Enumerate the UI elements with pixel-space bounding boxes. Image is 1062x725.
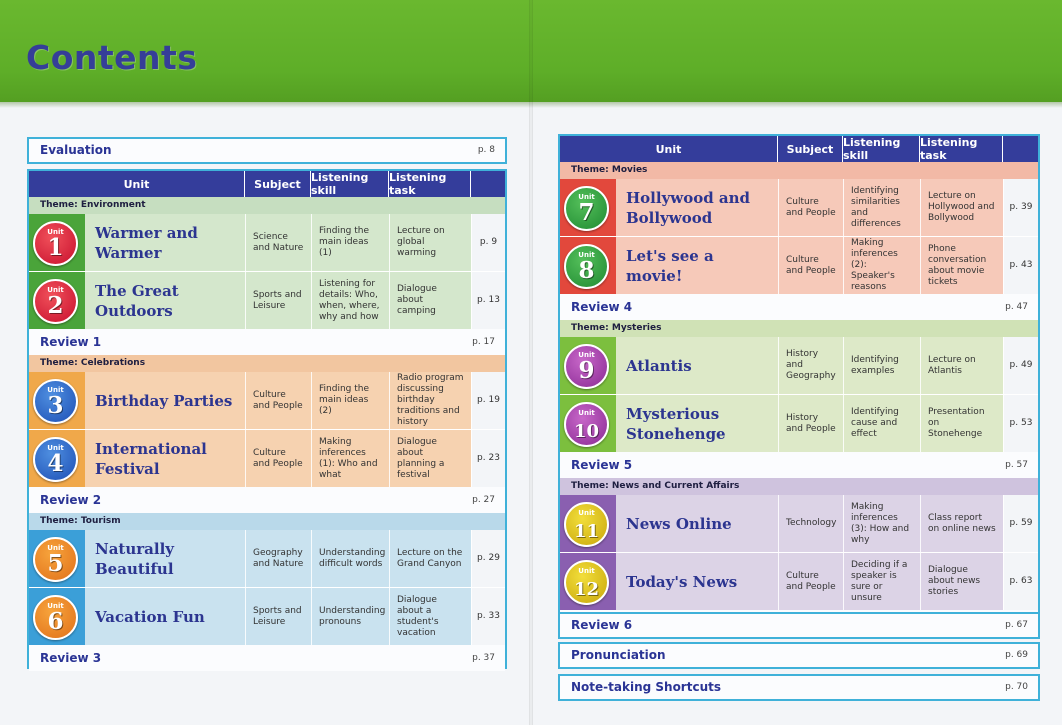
- unit-task: Phone conversation about movie tickets: [920, 237, 1003, 294]
- header-subject: Subject: [245, 171, 311, 197]
- unit-skill: Identifying examples: [843, 337, 920, 394]
- contents-table-right: [558, 134, 1040, 618]
- unit-task: Radio program discussing birthday traditions and history: [389, 372, 471, 429]
- unit-subject: Culture and People: [245, 430, 311, 487]
- unit-row-11[interactable]: [560, 495, 1038, 552]
- unit-badge-5: Unit 5: [33, 537, 78, 582]
- unit-subject: History and Geography: [778, 337, 843, 394]
- unit-title: Warmer and Warmer: [95, 223, 198, 262]
- theme-news: Theme: News and Current Affairs: [560, 478, 1038, 495]
- unit-title: The Great Outdoors: [95, 281, 179, 320]
- review-label: Review 4: [571, 300, 633, 314]
- pronunciation-page: p. 69: [1005, 650, 1028, 660]
- unit-page: p. 19: [471, 372, 505, 429]
- unit-task: Lecture on Atlantis: [920, 337, 1003, 394]
- book-spine: [529, 0, 533, 725]
- table-header: [29, 171, 505, 197]
- pronunciation-label: Pronunciation: [571, 648, 666, 662]
- right-page: [531, 0, 1062, 725]
- review-1-row[interactable]: [29, 329, 505, 355]
- unit-row-12[interactable]: [560, 553, 1038, 610]
- unit-subject: Culture and People: [778, 553, 843, 610]
- review-page: p. 47: [1005, 302, 1028, 312]
- unit-page: p. 23: [471, 430, 505, 487]
- header-listening-task: Listening task: [389, 171, 471, 197]
- unit-page: p. 9: [471, 214, 505, 271]
- review-label: Review 6: [571, 618, 633, 632]
- theme-tourism: Theme: Tourism: [29, 513, 505, 530]
- review-label: Review 2: [40, 493, 102, 507]
- unit-row-4[interactable]: [29, 430, 505, 487]
- unit-page: p. 43: [1003, 237, 1038, 294]
- header-listening-skill: Listening skill: [843, 136, 920, 162]
- unit-task: Lecture on the Grand Canyon: [389, 530, 471, 587]
- unit-skill: Understanding pronouns: [311, 588, 389, 645]
- unit-subject: Sports and Leisure: [245, 272, 311, 329]
- unit-subject: Technology: [778, 495, 843, 552]
- unit-skill: Making inferences (2): Speaker's reasons: [843, 237, 920, 294]
- pronunciation-row[interactable]: [558, 642, 1040, 669]
- unit-title: International Festival: [95, 439, 207, 478]
- unit-title: Hollywood and Bollywood: [626, 188, 751, 227]
- unit-title: Today's News: [626, 572, 738, 591]
- unit-task: Class report on online news: [920, 495, 1003, 552]
- review-page: p. 37: [472, 653, 495, 663]
- unit-skill: Finding the main ideas (1): [311, 214, 389, 271]
- unit-badge-10: Unit 10: [564, 402, 609, 447]
- unit-task: Dialogue about planning a festival: [389, 430, 471, 487]
- unit-row-9[interactable]: [560, 337, 1038, 394]
- theme-celebrations: Theme: Celebrations: [29, 355, 505, 372]
- unit-title: Naturally Beautiful: [95, 539, 174, 578]
- unit-badge-2: Unit 2: [33, 279, 78, 324]
- unit-row-3[interactable]: [29, 372, 505, 429]
- review-label: Review 3: [40, 651, 102, 665]
- unit-task: Dialogue about camping: [389, 272, 471, 329]
- theme-environment: Theme: Environment: [29, 197, 505, 214]
- review-2-row[interactable]: [29, 487, 505, 513]
- unit-page: p. 53: [1003, 395, 1038, 452]
- unit-task: Lecture on global warming: [389, 214, 471, 271]
- review-3-row[interactable]: [29, 645, 505, 671]
- review-label: Review 5: [571, 458, 633, 472]
- unit-row-2[interactable]: [29, 272, 505, 329]
- unit-badge-8: Unit 8: [564, 244, 609, 289]
- unit-page: p. 33: [471, 588, 505, 645]
- unit-skill: Finding the main ideas (2): [311, 372, 389, 429]
- unit-subject: Science and Nature: [245, 214, 311, 271]
- unit-page: p. 63: [1003, 553, 1038, 610]
- unit-row-10[interactable]: [560, 395, 1038, 452]
- unit-badge-4: Unit 4: [33, 437, 78, 482]
- unit-page: p. 39: [1003, 179, 1038, 236]
- unit-badge-1: Unit 1: [33, 221, 78, 266]
- review-page: p. 17: [472, 337, 495, 347]
- banner-shadow-right: [531, 102, 1062, 108]
- unit-task: Presentation on Stonehenge: [920, 395, 1003, 452]
- unit-badge-12: Unit 12: [564, 560, 609, 605]
- unit-subject: Sports and Leisure: [245, 588, 311, 645]
- unit-subject: History and People: [778, 395, 843, 452]
- note-taking-label: Note-taking Shortcuts: [571, 680, 721, 694]
- unit-subject: Culture and People: [245, 372, 311, 429]
- review-6-row[interactable]: [558, 612, 1040, 639]
- unit-row-8[interactable]: [560, 237, 1038, 294]
- evaluation-page: p. 8: [477, 145, 495, 155]
- unit-title: Birthday Parties: [95, 391, 233, 410]
- review-page: p. 67: [1005, 620, 1028, 630]
- note-taking-page: p. 70: [1005, 682, 1028, 692]
- theme-mysteries: Theme: Mysteries: [560, 320, 1038, 337]
- header-unit: Unit: [29, 171, 245, 197]
- unit-task: Lecture on Hollywood and Bollywood: [920, 179, 1003, 236]
- unit-skill: Identifying similarities and differences: [843, 179, 920, 236]
- note-taking-row[interactable]: [558, 674, 1040, 701]
- review-5-row[interactable]: [560, 452, 1038, 478]
- unit-title: Atlantis: [626, 356, 692, 375]
- banner-shadow: [0, 102, 531, 108]
- theme-movies: Theme: Movies: [560, 162, 1038, 179]
- header-page: [1003, 136, 1038, 162]
- review-label: Review 1: [40, 335, 102, 349]
- page-title: Contents: [26, 38, 198, 77]
- review-4-row[interactable]: [560, 294, 1038, 320]
- unit-title: Mysterious Stonehenge: [626, 404, 726, 443]
- review-page: p. 57: [1005, 460, 1028, 470]
- unit-task: Dialogue about a student's vacation: [389, 588, 471, 645]
- unit-subject: Culture and People: [778, 179, 843, 236]
- unit-badge-3: Unit 3: [33, 379, 78, 424]
- header-listening-skill: Listening skill: [311, 171, 389, 197]
- header-unit: Unit: [560, 136, 778, 162]
- header-listening-task: Listening task: [920, 136, 1003, 162]
- unit-task: Dialogue about news stories: [920, 553, 1003, 610]
- unit-subject: Culture and People: [778, 237, 843, 294]
- unit-row-5[interactable]: [29, 530, 505, 587]
- unit-badge-11: Unit 11: [564, 502, 609, 547]
- unit-badge-9: Unit 9: [564, 344, 609, 389]
- unit-row-1[interactable]: [29, 214, 505, 271]
- contents-table-left: [27, 169, 507, 669]
- unit-page: p. 29: [471, 530, 505, 587]
- unit-badge-7: Unit 7: [564, 186, 609, 231]
- unit-page: p. 59: [1003, 495, 1038, 552]
- unit-skill: Listening for details: Who, when, where, why and how: [311, 272, 389, 329]
- review-page: p. 27: [472, 495, 495, 505]
- unit-badge-6: Unit 6: [33, 595, 78, 640]
- unit-skill: Identifying cause and effect: [843, 395, 920, 452]
- unit-title: Vacation Fun: [95, 607, 205, 626]
- unit-skill: Making inferences (3): How and why: [843, 495, 920, 552]
- unit-skill: Understanding difficult words: [311, 530, 389, 587]
- header-page: [471, 171, 505, 197]
- unit-page: p. 49: [1003, 337, 1038, 394]
- unit-row-6[interactable]: [29, 588, 505, 645]
- unit-subject: Geography and Nature: [245, 530, 311, 587]
- evaluation-label: Evaluation: [40, 143, 112, 157]
- unit-title: Let's see a movie!: [626, 246, 714, 285]
- evaluation-row[interactable]: [27, 137, 507, 164]
- unit-skill: Deciding if a speaker is sure or unsure: [843, 553, 920, 610]
- unit-row-7[interactable]: [560, 179, 1038, 236]
- header-subject: Subject: [778, 136, 843, 162]
- unit-page: p. 13: [471, 272, 505, 329]
- table-header: [560, 136, 1038, 162]
- unit-title: News Online: [626, 514, 732, 533]
- unit-skill: Making inferences (1): Who and what: [311, 430, 389, 487]
- title-banner-right: [531, 0, 1062, 102]
